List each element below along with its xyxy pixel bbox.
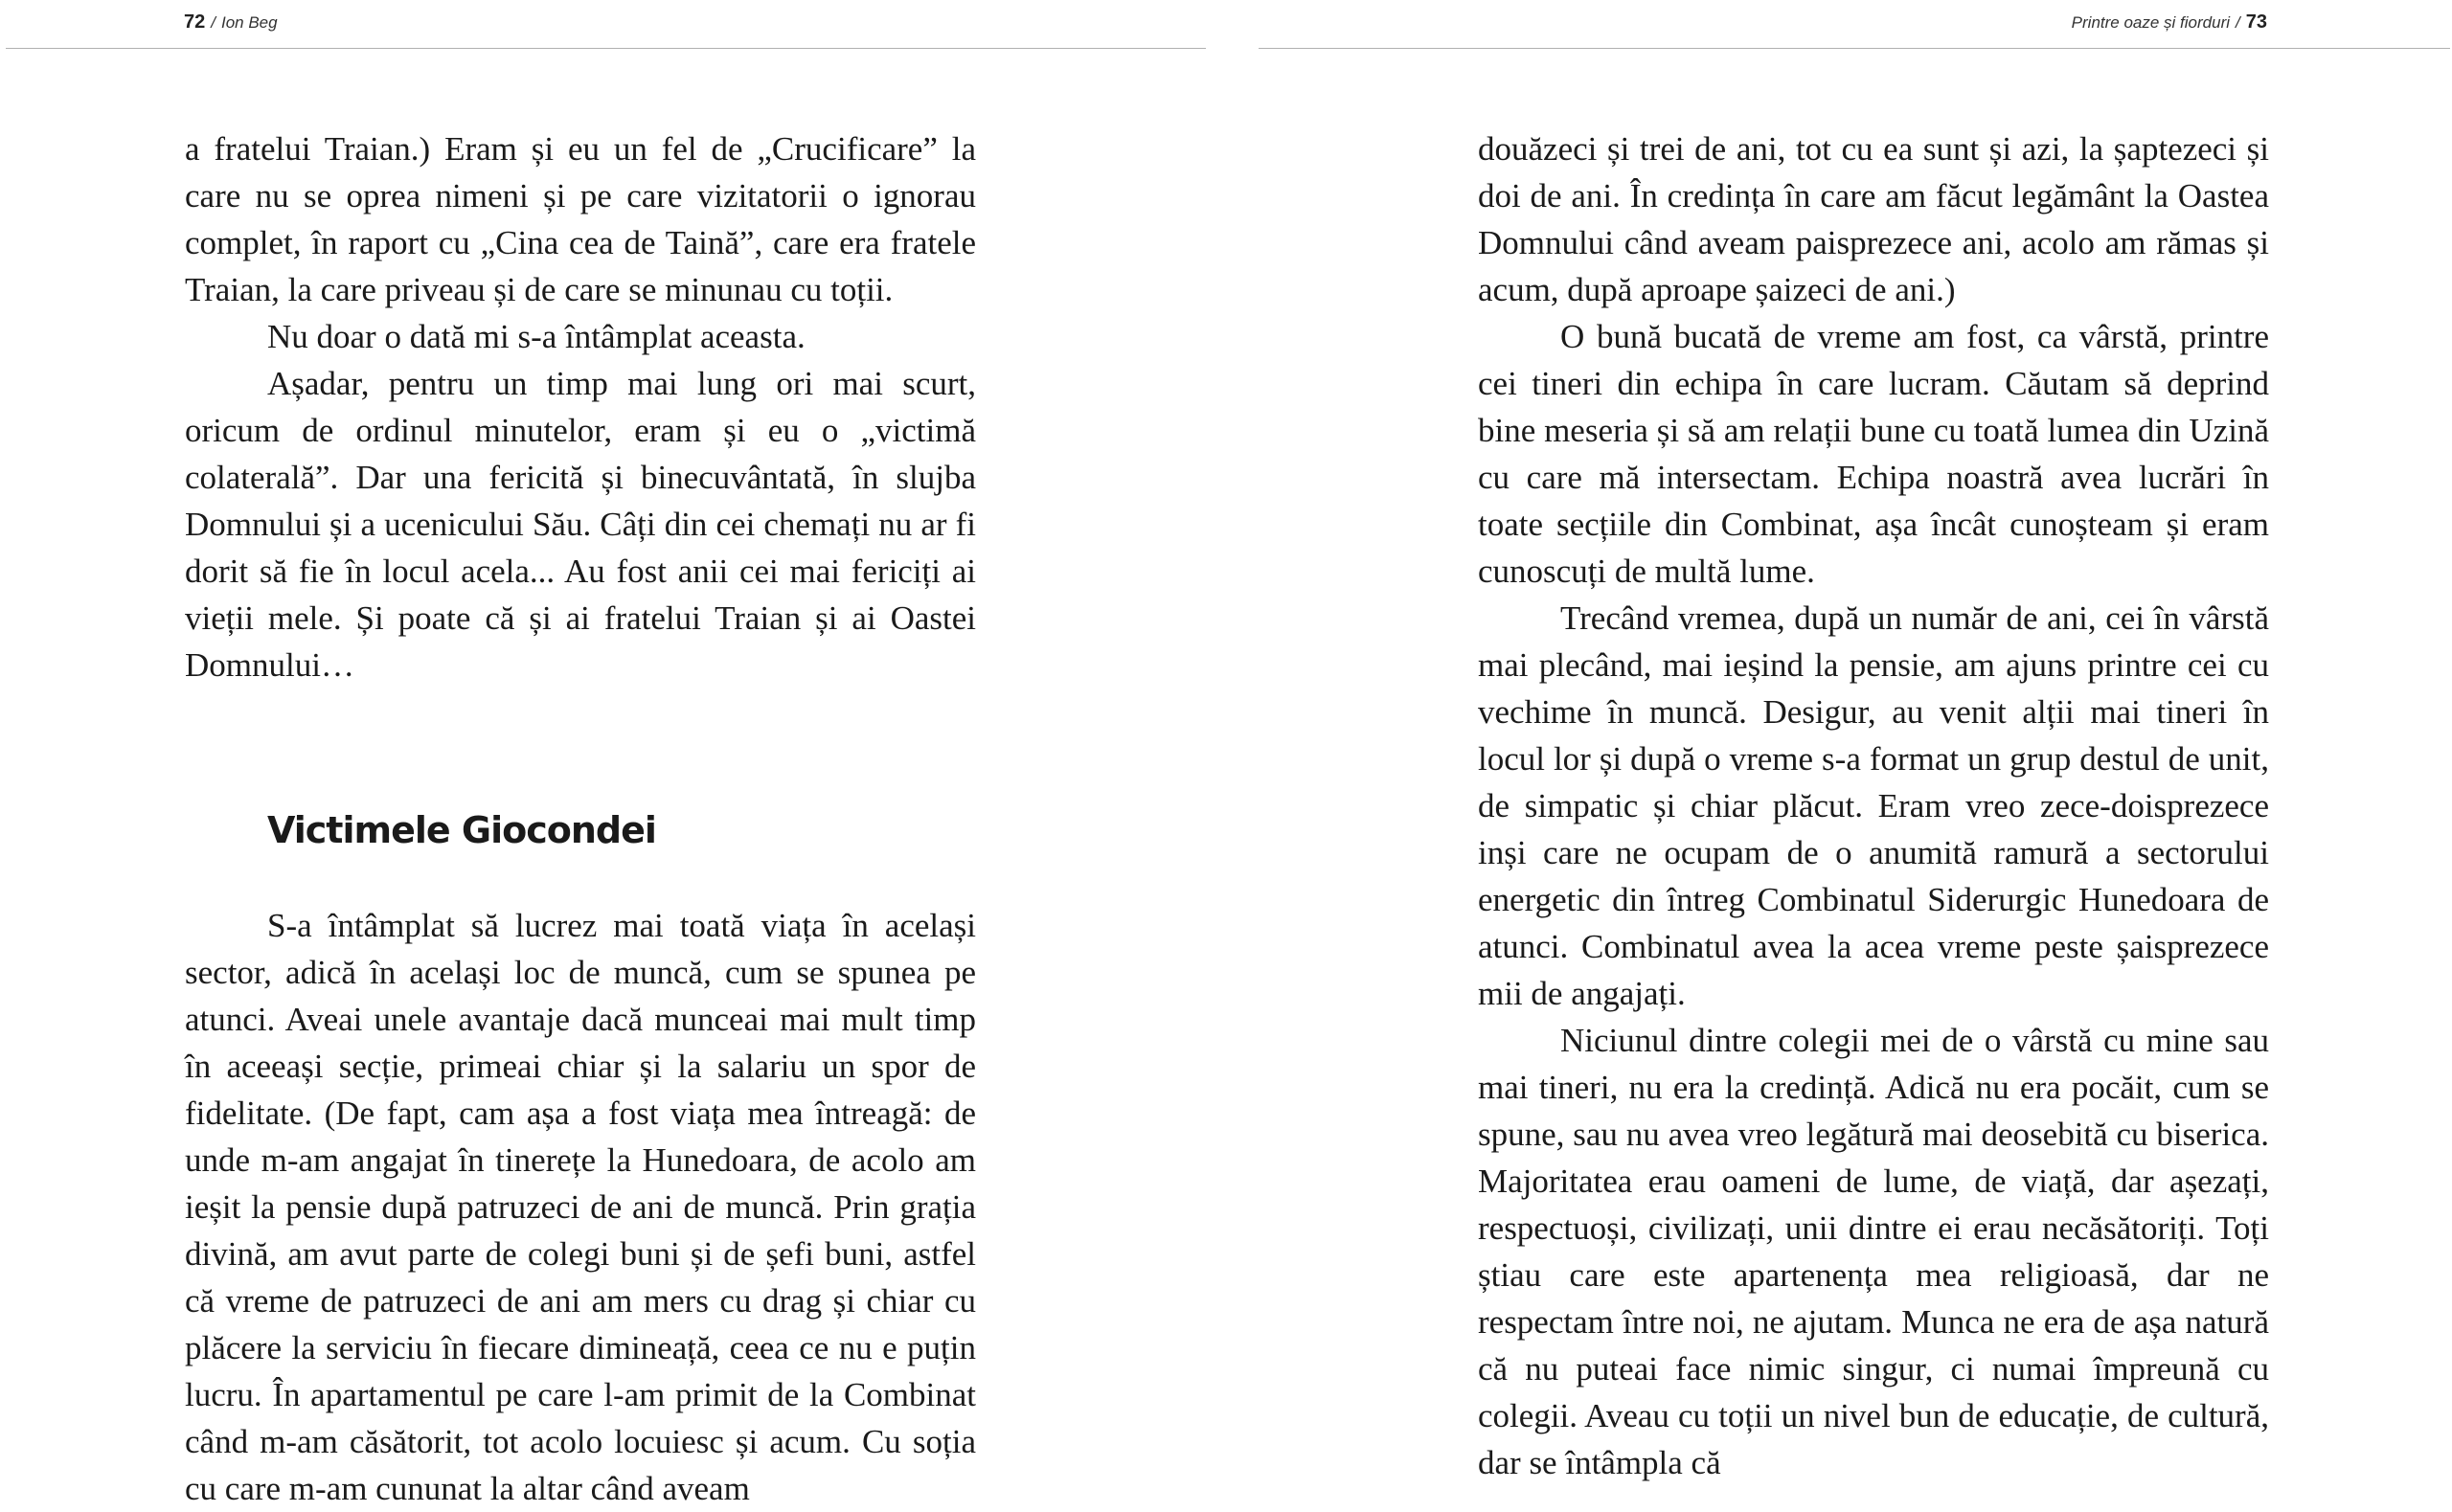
left-running-head [184,11,278,34]
right-body-text [1478,125,2269,1486]
paragraph: Nu doar o dată mi s-a întâmplat aceasta. [267,318,806,355]
right-running-head [2072,11,2267,34]
left-header-separator: / [211,13,216,32]
left-header-rule [6,48,1206,49]
paragraph: Așadar, pentru un timp mai lung ori mai scurt, oricum de ordinul minutelor, eram și eu o „victimă colaterală”. Dar una fericită și binecuvântată, în slujba Domnului și a ucenicului Său. Câți din cei chemați nu ar fi dorit să fie în locul acela... Au fost anii cei mai fericiți ai vieții mele. Și poate că și ai fratelui Traian și ai Oastei Domnului… [185,365,976,684]
right-page [1259,0,2452,1481]
paragraph: S-a întâmplat să lucrez mai toată viața în același sector, adică în același loc de muncă, cum se spunea pe atunci. Aveai unele avantaje dacă munceai mai mult timp în aceeași secție, primeai chiar și la salariu un spor de fidelitate. (De fapt, cam așa a fost viața mea întreagă: de unde m-am angajat în tinerețe la Hunedoara, de acolo am ieșit la pensie după patruzeci de ani de muncă. Prin grația divină, am avut parte de colegi buni și de șefi buni, astfel că vreme de patruzeci de ani am mers cu drag și chiar cu plăcere la serviciu în fiecare dimineață, ceea ce nu e puțin lucru. În apartamentul pe care l-am primit de la Combinat când m-am căsătorit, tot acolo locuiesc și acum. Cu soția cu care m-am cununat la altar când aveam [185,907,976,1507]
left-body-text [185,125,976,1512]
right-header-title: Printre oaze și fiorduri [2071,13,2231,32]
left-page [0,0,1209,1507]
section-heading: Victimele Giocondei [267,809,656,851]
paragraph: a fratelui Traian.) Eram și eu un fel de „Crucificare” la care nu se oprea nimeni și pe care vizitatorii o ignorau complet, în raport cu „Cina cea de Taină”, care era fratele Traian, la care priveau și de care se minunau cu toții. [185,130,976,308]
right-header-rule [1259,48,2450,49]
left-header-author: Ion Beg [220,13,278,32]
left-page-number: 72 [184,11,206,33]
right-header-separator: / [2236,13,2240,32]
paragraph: douăzeci și trei de ani, tot cu ea sunt și azi, la șaptezeci și doi de ani. În credința în care am făcut legământ la Oastea Domnului când aveam paisprezece ani, acolo am rămas și acum, după aproape șaizeci de ani.) [1478,130,2269,308]
paragraph: O bună bucată de vreme am fost, ca vârstă, printre cei tineri din echipa în care lucram. Căutam să deprind bine meseria și să am relații bune cu toată lumea din Uzină cu care mă intersectam. Echipa noastră avea lucrări în toate secțiile din Combinat, așa încât cunoșteam și eram cunoscuți de multă lume. [1478,318,2269,590]
paragraph: Niciunul dintre colegii mei de o vârstă cu mine sau mai tineri, nu era la credință. Adică nu era pocăit, cum se spune, sau nu avea vreo legătură mai deosebită cu biserica. Majoritatea erau oameni de lume, de viață, dar așezați, respectuoși, civilizați, unii dintre ei erau necăsătoriți. Toți știau care este apartenența mea religioasă, dar ne respectam între noi, ne ajutam. Munca ne era de așa natură că nu puteai face nimic singur, ci numai împreună cu colegii. Aveau cu toții un nivel bun de educație, de cultură, dar se întâmpla că [1478,1022,2269,1481]
right-page-number: 73 [2245,11,2267,33]
paragraph: Trecând vremea, după un număr de ani, cei în vârstă mai plecând, mai ieșind la pensie, am ajuns printre cei cu vechime în muncă. Desigur, au venit alții mai tineri în locul lor și după o vreme s-a format un grup destul de unit, de simpatic și chiar plăcut. Eram vreo zece-doisprezece inși care ne ocupam de o anumită ramură a sectorului energetic din întreg Combinatul Siderurgic Hunedoara de atunci. Combinatul avea la acea vreme peste șaisprezece mii de angajați. [1478,599,2269,1012]
